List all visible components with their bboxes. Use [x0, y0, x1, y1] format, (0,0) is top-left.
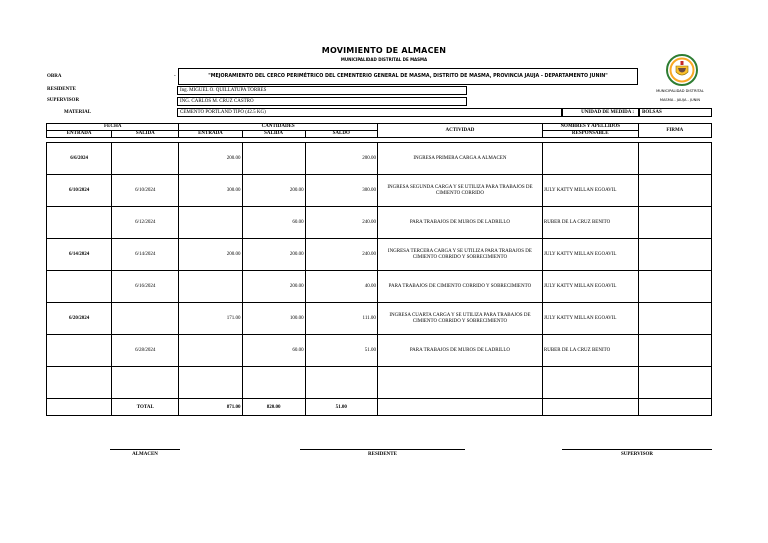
- cell-fecha-entrada: [47, 367, 112, 399]
- cell-cant-entrada: 171.00: [179, 303, 242, 335]
- supervisor-signature-label: SUPERVISOR: [620, 452, 654, 457]
- residente-signature-label: RESIDENTE: [368, 452, 397, 457]
- cell-cant-entrada: 300.00: [179, 175, 242, 207]
- cell-responsable: JULY KATTY MILLAN EGOAVIL: [542, 271, 638, 303]
- cell-fecha-salida: 6/12/2024: [112, 207, 179, 239]
- municipality-name: MUNICIPALIDAD DISTRITAL: [656, 89, 704, 93]
- total-saldo: 51.00: [305, 399, 377, 416]
- header-fecha: FECHA: [47, 124, 179, 131]
- table-row: [47, 175, 712, 207]
- cell-fecha-entrada: 6/10/2024: [47, 175, 112, 207]
- cell-actividad: PARA TRABAJOS DE MUROS DE LADRILLO: [377, 207, 542, 239]
- cell-saldo: 111.00: [305, 303, 377, 335]
- cell-fecha-entrada: [47, 335, 112, 367]
- almacen-signature-label: ALMACEN: [132, 452, 158, 457]
- table-row: [47, 367, 712, 399]
- cell-cant-salida: 60.00: [242, 335, 305, 367]
- cell-cant-salida: 200.00: [242, 271, 305, 303]
- cell-actividad: PARA TRABAJOS DE MUROS DE LADRILLO: [377, 335, 542, 367]
- document-title: MOVIMIENTO DE ALMACEN: [321, 46, 447, 55]
- cell-firma: [638, 207, 711, 239]
- supervisor-signature-line: [562, 449, 712, 450]
- cell-saldo: 300.00: [305, 175, 377, 207]
- residente-value: Ing. MIGUEL O. QUILLATUPA TORRES: [177, 86, 467, 95]
- cell-cant-salida: 60.00: [242, 207, 305, 239]
- cell-saldo: 240.00: [305, 207, 377, 239]
- cell-firma: [638, 367, 711, 399]
- cell-responsable: JULY KATTY MILLAN EGOAVIL: [542, 239, 638, 271]
- cell-firma: [638, 303, 711, 335]
- cell-firma: [638, 175, 711, 207]
- table-row: [47, 143, 712, 175]
- cell-cant-entrada: [179, 367, 242, 399]
- supervisor-value: ING. CARLOS M. CRUZ CASTRO: [177, 97, 467, 106]
- header-fecha-entrada: ENTRADA: [47, 131, 112, 138]
- cell-cant-salida: 200.00: [242, 239, 305, 271]
- cell-responsable: JULY KATTY MILLAN EGOAVIL: [542, 303, 638, 335]
- total-actividad: [377, 399, 542, 416]
- total-label: TOTAL: [112, 399, 179, 416]
- header-fecha-salida: SALIDA: [112, 131, 179, 138]
- cell-cant-entrada: 200.00: [179, 143, 242, 175]
- cell-saldo: 40.00: [305, 271, 377, 303]
- table-row: [47, 303, 712, 335]
- material-value: CEMENTO PORTLAND TIPO (42.5 KG): [177, 108, 562, 117]
- cell-actividad: PARA TRABAJOS DE CIMIENTO CORRIDO Y SOBRECIMIENTO: [377, 271, 542, 303]
- cell-fecha-entrada: [47, 271, 112, 303]
- header-nombres: NOMBRES Y APELLIDOS: [542, 124, 638, 131]
- cell-actividad: INGRESA PRIMERA CARGA A ALMACEN: [377, 143, 542, 175]
- cell-firma: [638, 335, 711, 367]
- cell-cant-salida: [242, 143, 305, 175]
- residente-signature-line: [300, 449, 465, 450]
- total-responsable: [542, 399, 638, 416]
- cell-cant-salida: [242, 367, 305, 399]
- cell-fecha-entrada: 6/20/2024: [47, 303, 112, 335]
- header-actividad: ACTIVIDAD: [377, 124, 542, 138]
- cell-firma: [638, 239, 711, 271]
- obra-value: "MEJORAMIENTO DEL CERCO PERIMÉTRICO DEL CEMENTERIO GENERAL DE MASMA, DISTRITO DE MASMA, PROVINCIA JAUJA - DEPARTAMENTO JUNIN": [178, 68, 638, 85]
- cell-saldo: 200.00: [305, 143, 377, 175]
- cell-fecha-salida: [112, 143, 179, 175]
- cell-cant-salida: 200.00: [242, 175, 305, 207]
- cell-saldo: 240.00: [305, 239, 377, 271]
- municipality-location: MASMA - JAUJA - JUNIN: [659, 98, 701, 102]
- header-cant-entrada: ENTRADA: [179, 131, 242, 138]
- cell-responsable: [542, 367, 638, 399]
- header-cant-salida: SALIDA: [242, 131, 305, 138]
- cell-cant-entrada: [179, 335, 242, 367]
- cell-actividad: INGRESA TERCERA CARGA Y SE UTILIZA PARA TRABAJOS DE CIMIENTO CORRIDO Y SOBRECIMIENTO: [377, 239, 542, 271]
- total-blank: [47, 399, 112, 416]
- header-cantidades: CANTIDADES: [179, 124, 378, 131]
- cell-responsable: RUBER DE LA CRUZ BENITO: [542, 335, 638, 367]
- cell-fecha-salida: [112, 367, 179, 399]
- table-row: [47, 335, 712, 367]
- cell-fecha-salida: 6/16/2024: [112, 271, 179, 303]
- total-salida: 820.00: [242, 399, 305, 416]
- cell-fecha-entrada: [47, 207, 112, 239]
- header-responsable: RESPONSABLE: [542, 131, 638, 138]
- cell-fecha-salida: 6/14/2024: [112, 239, 179, 271]
- obra-label: OBRA: [47, 74, 62, 79]
- document-subtitle: MUNICIPALIDAD DISTRITAL DE MASMA: [340, 57, 428, 62]
- cell-cant-entrada: [179, 207, 242, 239]
- total-firma: [638, 399, 711, 416]
- cell-actividad: INGRESA CUARTA CARGA Y SE UTILIZA PARA TRABAJOS DE CIMIENTO CORRIDO Y SOBRECIMIENTO: [377, 303, 542, 335]
- cell-saldo: 51.00: [305, 335, 377, 367]
- table-row: [47, 271, 712, 303]
- header-firma: FIRMA: [638, 124, 711, 138]
- almacen-signature-line: [110, 449, 180, 450]
- cell-firma: [638, 143, 711, 175]
- cell-actividad: INGRESA SEGUNDA CARGA Y SE UTILIZA PARA TRABAJOS DE CIMIENTO CORRIDO: [377, 175, 542, 207]
- municipality-logo: [666, 54, 698, 86]
- cell-fecha-entrada: 6/14/2024: [47, 239, 112, 271]
- residente-label: RESIDENTE: [47, 87, 76, 92]
- unidad-value: BOLSAS: [639, 108, 712, 117]
- cell-responsable: JULY KATTY MILLAN EGOAVIL: [542, 175, 638, 207]
- cell-responsable: RUBER DE LA CRUZ BENITO: [542, 207, 638, 239]
- cell-cant-entrada: [179, 271, 242, 303]
- cell-actividad: [377, 367, 542, 399]
- table-row: [47, 207, 712, 239]
- cell-fecha-salida: 6/10/2024: [112, 175, 179, 207]
- cell-cant-salida: 100.00: [242, 303, 305, 335]
- material-label: MATERIAL: [64, 110, 92, 115]
- cell-fecha-salida: 6/28/2024: [112, 335, 179, 367]
- total-entrada: 871.00: [179, 399, 242, 416]
- supervisor-label: SUPERVISOR: [47, 98, 80, 103]
- unidad-label: UNIDAD DE MEDIDA :: [562, 108, 639, 117]
- cell-fecha-entrada: 6/6/2024: [47, 143, 112, 175]
- cell-firma: [638, 271, 711, 303]
- table-row: [47, 239, 712, 271]
- cell-responsable: [542, 143, 638, 175]
- movement-table: [46, 123, 712, 416]
- cell-cant-entrada: 200.00: [179, 239, 242, 271]
- obra-separator: -: [174, 74, 176, 79]
- cell-fecha-salida: [112, 303, 179, 335]
- cell-saldo: [305, 367, 377, 399]
- header-saldo: SALDO: [305, 131, 377, 138]
